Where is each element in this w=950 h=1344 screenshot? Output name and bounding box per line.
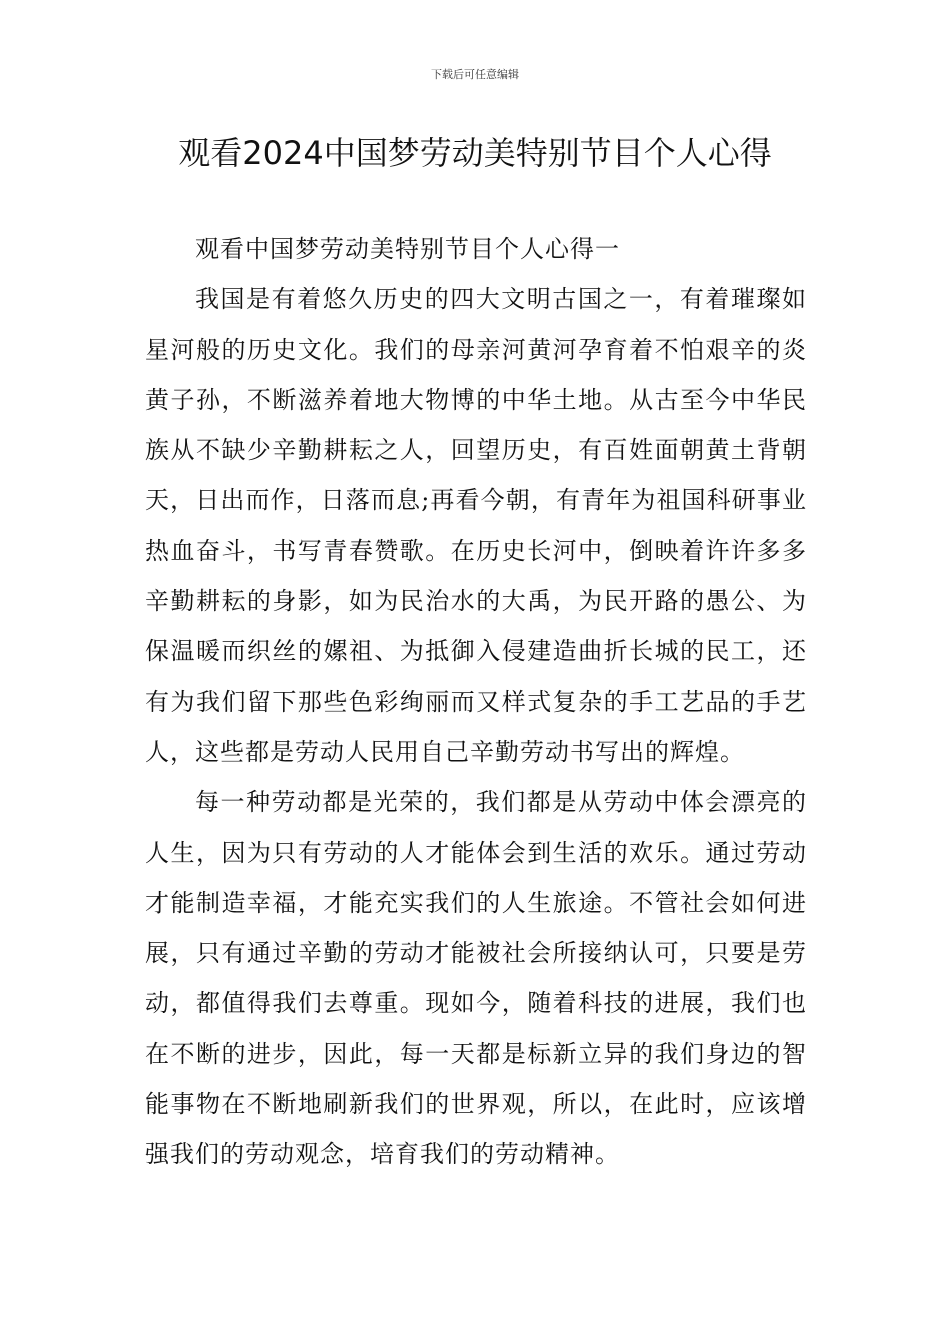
header-note: 下载后可任意编辑 (431, 68, 519, 81)
paragraph: 我国是有着悠久历史的四大文明古国之一，有着璀璨如星河般的历史文化。我们的母亲河黄河孕育着不怕艰辛的炎黄子孙，不断滋养着地大物博的中华土地。从古至今中华民族从不缺少辛勤耕耘之人，回望历史，有百姓面朝黄土背朝天，日出而作，日落而息;再看今朝，有青年为祖国科研事业热血奋斗，书写青春赞歌。在历史长河中，倒映着许许多多辛勤耕耘的身影，如为民治水的大禹，为民开路的愚公、为保温暖而织丝的嫘祖、为抵御入侵建造曲折长城的民工，还有为我们留下那些色彩绚丽而又样式复杂的手工艺品的手艺人，这些都是劳动人民用自己辛勤劳动书写出的辉煌。 (145, 285, 807, 766)
document-title: 观看2024中国梦劳动美特别节目个人心得 (178, 134, 772, 172)
section-subheading: 观看中国梦劳动美特别节目个人心得一 (195, 235, 620, 263)
paragraph: 每一种劳动都是光荣的，我们都是从劳动中体会漂亮的人生，因为只有劳动的人才能体会到生活的欢乐。通过劳动才能制造幸福，才能充实我们的人生旅途。不管社会如何进展，只有通过辛勤的劳动才能被社会所接纳认可，只要是劳动，都值得我们去尊重。现如今，随着科技的进展，我们也在不断的进步，因此，每一天都是标新立异的我们身边的智能事物在不断地刷新我们的世界观，所以，在此时，应该增强我们的劳动观念，培育我们的劳动精神。 (145, 788, 807, 1169)
document-body (145, 224, 807, 1180)
